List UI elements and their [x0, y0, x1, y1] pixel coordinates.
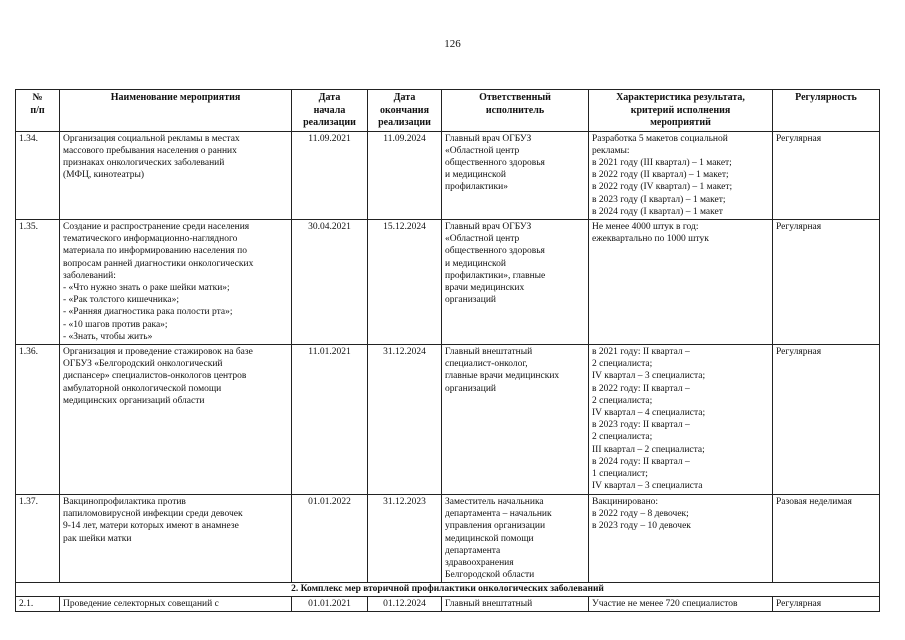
start-date: 11.01.2021 — [292, 344, 368, 494]
result: Разработка 5 макетов социальной рекламы: в 2021 году (III квартал) – 1 макет; в 2022 году (II квартал) – 1 макет; в 2022 году (IV квартал) – 1 макет; в 2023 году (I квартал) – 1 макет; в 2024 году (I квартал) – 1 макет — [589, 131, 773, 219]
end-date: 15.12.2024 — [368, 219, 442, 344]
result: в 2021 году: II квартал – 2 специалиста; IV квартал – 3 специалиста; в 2022 году: II квартал – 2 специалиста; IV квартал – 4 специалиста; в 2023 году: II квартал – 2 специалиста; III квартал – 2 специалиста; в 2024 году: II квартал – 1 специалист; IV квартал – 3 специалиста — [589, 344, 773, 494]
end-date: 31.12.2024 — [368, 344, 442, 494]
responsible: Главный внештатный — [442, 596, 589, 611]
header-result: Характеристика результата, критерий исполнения мероприятий — [589, 90, 773, 132]
table-row — [16, 494, 880, 582]
result: Вакцинировано: в 2022 году – 8 девочек; в 2023 году – 10 девочек — [589, 494, 773, 582]
start-date: 30.04.2021 — [292, 219, 368, 344]
table-row — [16, 596, 880, 611]
section-title: 2. Комплекс мер вторичной профилактики онкологических заболеваний — [16, 583, 880, 596]
activity-name: Организация и проведение стажировок на базе ОГБУЗ «Белгородский онкологический диспансер» специалистов-онкологов центров амбулаторной онкологической помощи медицинских организаций области — [60, 344, 292, 494]
result: Не менее 4000 штук в год: ежеквартально по 1000 штук — [589, 219, 773, 344]
activity-name: Вакцинопрофилактика против папиломовирусной инфекции среди девочек 9-14 лет, матери которых имеют в анамнезе рак шейки матки — [60, 494, 292, 582]
start-date: 01.01.2021 — [292, 596, 368, 611]
start-date: 01.01.2022 — [292, 494, 368, 582]
section-row — [16, 583, 880, 596]
regularity: Регулярная — [773, 596, 880, 611]
header-start-date: Дата начала реализации — [292, 90, 368, 132]
end-date: 01.12.2024 — [368, 596, 442, 611]
activity-name: Создание и распространение среди населения тематического информационно-наглядного материала по информированию населения по вопросам ранней диагностики онкологических заболеваний: - «Что нужно знать о раке шейки матки»; - «Рак толстого кишечника»; - «Ранняя диагностика рака полости рта»; - «10 шагов против рака»; - «Знать, чтобы жить» — [60, 219, 292, 344]
row-number: 1.34. — [16, 131, 60, 219]
table-row — [16, 344, 880, 494]
activity-name: Проведение селекторных совещаний с — [60, 596, 292, 611]
row-number: 1.37. — [16, 494, 60, 582]
end-date: 31.12.2023 — [368, 494, 442, 582]
activities-table — [15, 89, 880, 612]
regularity: Регулярная — [773, 131, 880, 219]
responsible: Главный врач ОГБУЗ «Областной центр общественного здоровья и медицинской профилактики» — [442, 131, 589, 219]
start-date: 11.09.2021 — [292, 131, 368, 219]
result: Участие не менее 720 специалистов — [589, 596, 773, 611]
responsible: Главный внештатный специалист-онколог, главные врачи медицинских организаций — [442, 344, 589, 494]
header-regularity: Регулярность — [773, 90, 880, 132]
row-number: 1.36. — [16, 344, 60, 494]
header-end-date: Дата окончания реализации — [368, 90, 442, 132]
regularity: Разовая неделимая — [773, 494, 880, 582]
header-row — [16, 90, 880, 132]
regularity: Регулярная — [773, 219, 880, 344]
header-responsible: Ответственный исполнитель — [442, 90, 589, 132]
responsible: Заместитель начальника департамента – начальник управления организации медицинской помощи департамента здравоохранения Белгородской области — [442, 494, 589, 582]
end-date: 11.09.2024 — [368, 131, 442, 219]
row-number: 1.35. — [16, 219, 60, 344]
table-row — [16, 131, 880, 219]
regularity: Регулярная — [773, 344, 880, 494]
table-row — [16, 219, 880, 344]
activity-name: Организация социальной рекламы в местах массового пребывания населения о ранних признаках онкологических заболеваний (МФЦ, кинотеатры) — [60, 131, 292, 219]
header-num: № п/п — [16, 90, 60, 132]
header-name: Наименование мероприятия — [60, 90, 292, 132]
row-number: 2.1. — [16, 596, 60, 611]
page-number: 126 — [444, 38, 461, 50]
responsible: Главный врач ОГБУЗ «Областной центр общественного здоровья и медицинской профилактики», главные врачи медицинских организаций — [442, 219, 589, 344]
